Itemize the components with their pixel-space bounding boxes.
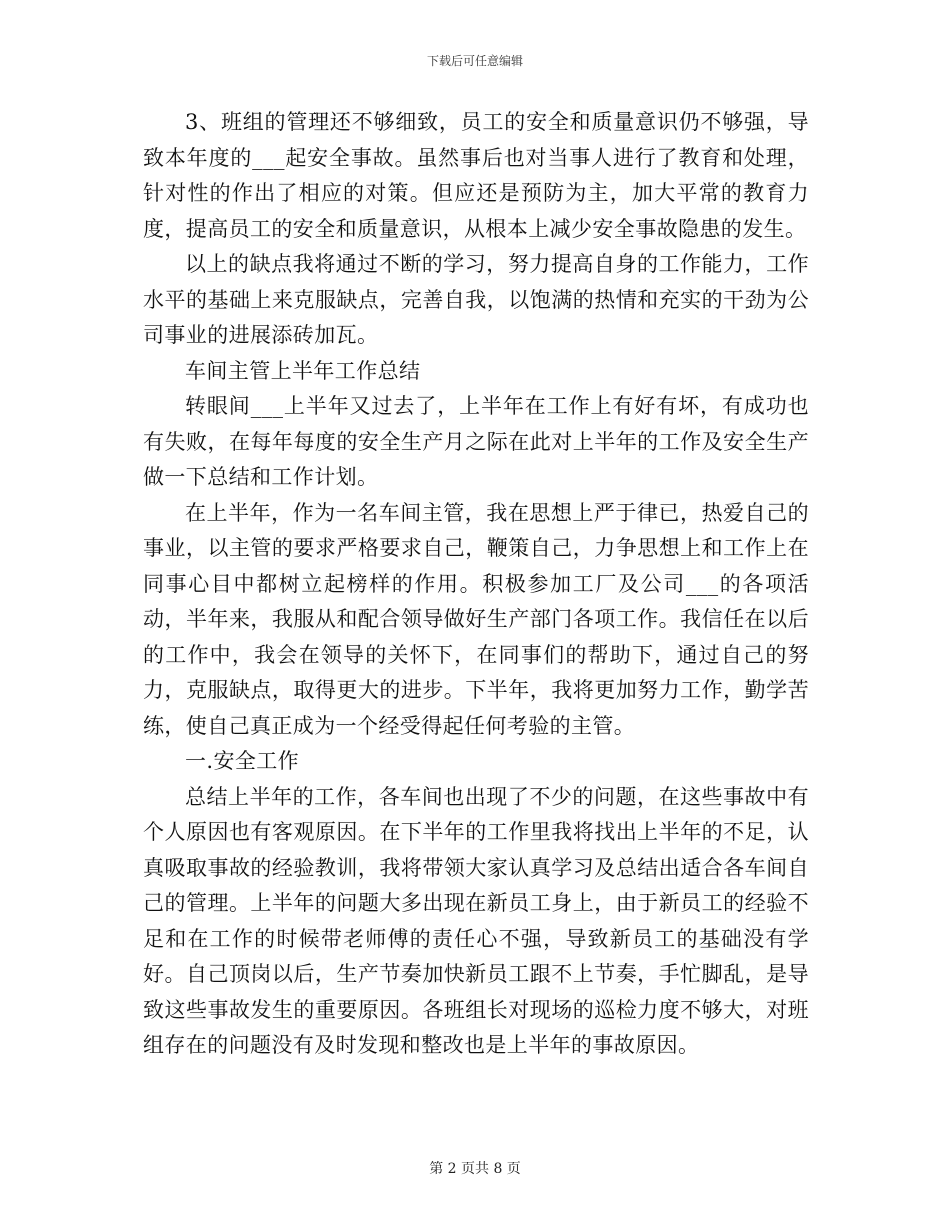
section-title: 车间主管上半年工作总结 — [185, 358, 421, 383]
document-body — [143, 105, 809, 1064]
paragraph: 转眼间___上半年又过去了，上半年在工作上有好有坏，有成功也有失败，在每年每度的安全生产月之际在此对上半年的工作及安全生产做一下总结和工作计划。 — [143, 394, 809, 489]
paragraph: 3、班组的管理还不够细致，员工的安全和质量意识仍不够强，导致本年度的___起安全事故。虽然事后也对当事人进行了教育和处理，针对性的作出了相应的对策。但应还是预防为主，加大平常的教育力度，提高员工的安全和质量意识，从根本上减少安全事故隐患的发生。 — [143, 110, 809, 241]
page-header: 下载后可任意编辑 — [426, 54, 523, 68]
page-footer: 第 2 页共 8 页 — [429, 1161, 521, 1177]
paragraph: 总结上半年的工作，各车间也出现了不少的问题，在这些事故中有个人原因也有客观原因。在下半年的工作里我将找出上半年的不足，认真吸取事故的经验教训，我将带领大家认真学习及总结出适合各车间自己的管理。上半年的问题大多出现在新员工身上，由于新员工的经验不足和在工作的时候带老师傅的责任心不强，导致新员工的基础没有学好。自己顶岗以后，生产节奏加快新员工跟不上节奏，手忙脚乱，是导致这些事故发生的重要原因。各班组长对现场的巡检力度不够大，对班组存在的问题没有及时发现和整改也是上半年的事故原因。 — [143, 784, 809, 1057]
paragraph: 以上的缺点我将通过不断的学习，努力提高自身的工作能力，工作水平的基础上来克服缺点，完善自我，以饱满的热情和充实的干劲为公司事业的进展添砖加瓦。 — [143, 252, 809, 347]
paragraph: 在上半年，作为一名车间主管，我在思想上严于律已，热爱自己的事业，以主管的要求严格要求自己，鞭策自己，力争思想上和工作上在同事心目中都树立起榜样的作用。积极参加工厂及公司___的各项活动，半年来，我服从和配合领导做好生产部门各项工作。我信任在以后的工作中，我会在领导的关怀下，在同事们的帮助下，通过自己的努力，克服缺点，取得更大的进步。下半年，我将更加努力工作，勤学苦练，使自己真正成为一个经受得起任何考验的主管。 — [143, 500, 809, 738]
section-heading: 一.安全工作 — [185, 749, 300, 773]
